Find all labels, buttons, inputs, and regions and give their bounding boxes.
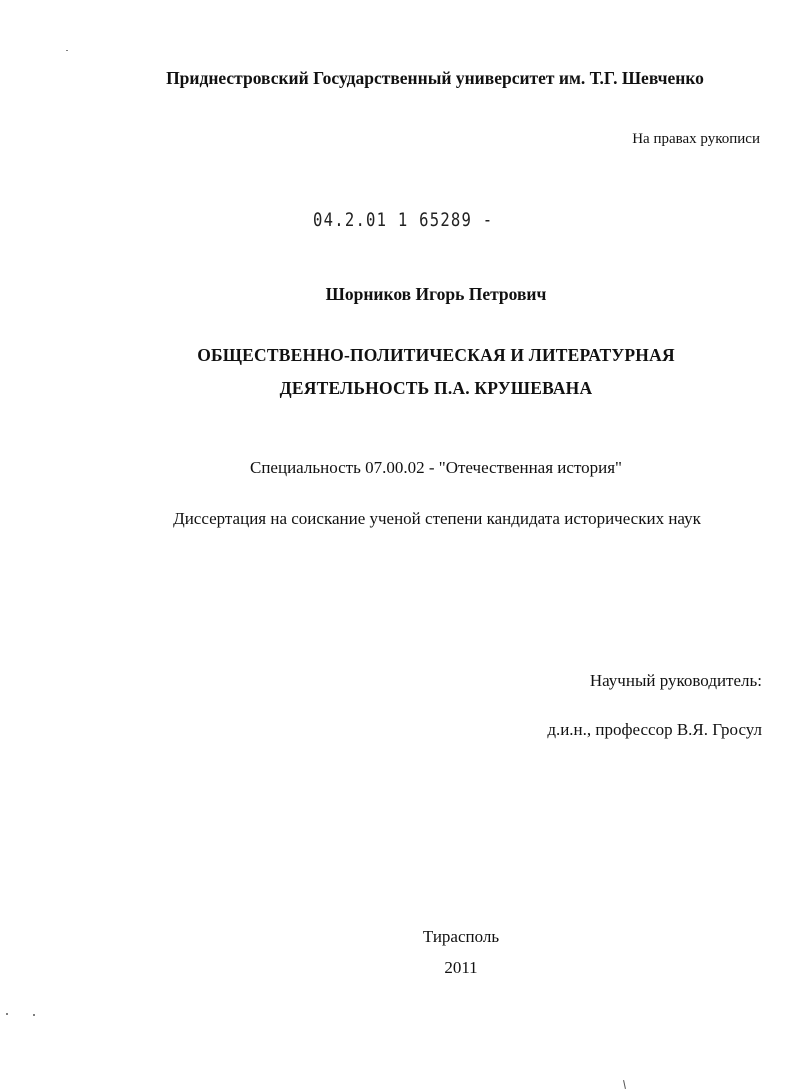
scan-speck [66,50,68,51]
manuscript-note: На правах рукописи [632,131,760,147]
dissertation-title-line-1: ОБЩЕСТВЕННО-ПОЛИТИЧЕСКАЯ И ЛИТЕРАТУРНАЯ [197,345,675,365]
scan-speck [623,1080,626,1089]
scan-speck [6,1013,8,1015]
university-name: Приднестровский Государственный университет им. Т.Г. Шевченко [166,68,704,88]
year: 2011 [444,958,478,977]
supervisor-name: д.и.н., профессор В.Я. Гросул [547,720,762,739]
registration-stamp: 04.2.01 1 65289 - [313,209,494,231]
specialty-line: Специальность 07.00.02 - "Отечественная история" [249,458,623,477]
dissertation-degree-note: Диссертация на соискание ученой степени кандидата исторических наук [173,509,701,528]
supervisor-label: Научный руководитель: [589,671,762,690]
author-name: Шорников Игорь Петрович [325,284,547,304]
scan-speck [33,1014,35,1016]
city: Тирасполь [422,927,500,946]
dissertation-title-line-2: ДЕЯТЕЛЬНОСТЬ П.А. КРУШЕВАНА [279,378,593,398]
